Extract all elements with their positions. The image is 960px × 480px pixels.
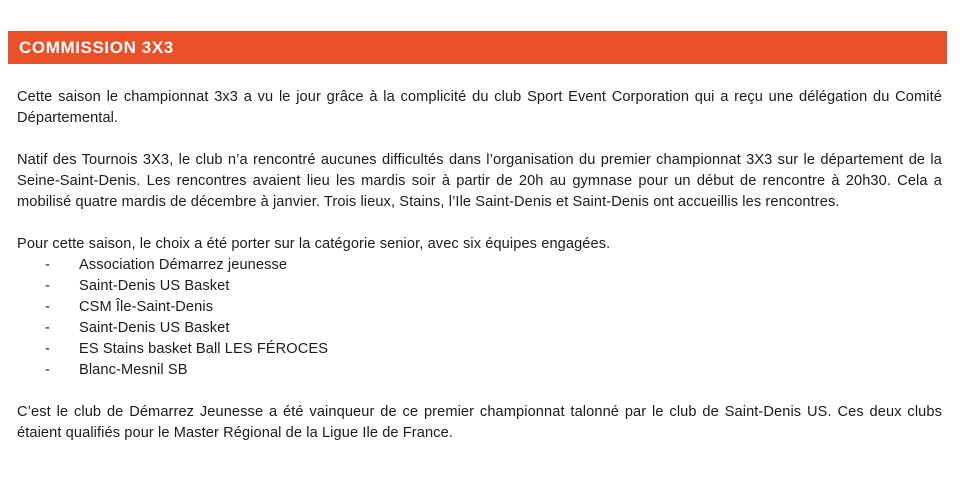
list-item [17,360,942,381]
team-name: Saint-Denis US Basket [79,278,230,294]
team-name: Association Démarrez jeunesse [79,257,288,273]
team-name: ES Stains basket Ball LES FÉROCES [79,341,329,357]
list-item [17,318,942,339]
organisation-paragraph: Natif des Tournois 3X3, le club n’a rencontré aucunes difficultés dans l’organisation du premier championnat 3X3 sur le département de la Seine-Saint-Denis. Les rencontres avaient lieu les mardis soir à partir de 20h au gymnase pour un début de rencontre à 20h30. Cela a mobilisé quatre mardis de décembre à janvier. Trois lieux, Stains, l’Ile Saint-Denis et Saint-Denis ont accueillis les rencontres. [17,152,942,210]
team-name: CSM Île-Saint-Denis [79,299,214,315]
section-header-banner [8,31,947,64]
team-name: Blanc-Mesnil SB [79,362,188,378]
list-item [17,339,942,360]
list-bullet: - [45,362,50,378]
team-name: Saint-Denis US Basket [79,320,230,336]
list-bullet: - [45,278,50,294]
teams-intro-paragraph: Pour cette saison, le choix a été porter sur la catégorie senior, avec six équipes engagées. [17,236,611,252]
list-bullet: - [45,299,50,315]
conclusion-paragraph: C’est le club de Démarrez Jeunesse a été vainqueur de ce premier championnat talonné par le club de Saint-Denis US. Ces deux clubs étaient qualifiés pour le Master Régional de la Ligue Ile de France. [17,404,942,441]
document-body [17,87,942,465]
list-item [17,255,942,276]
list-bullet: - [45,257,50,273]
section-title: COMMISSION 3X3 [19,37,174,57]
list-item [17,276,942,297]
team-list [17,255,942,381]
intro-paragraph: Cette saison le championnat 3x3 a vu le jour grâce à la complicité du club Sport Event Corporation qui a reçu une délégation du Comité Départemental. [17,89,942,126]
list-bullet: - [45,341,50,357]
list-item [17,297,942,318]
list-bullet: - [45,320,50,336]
